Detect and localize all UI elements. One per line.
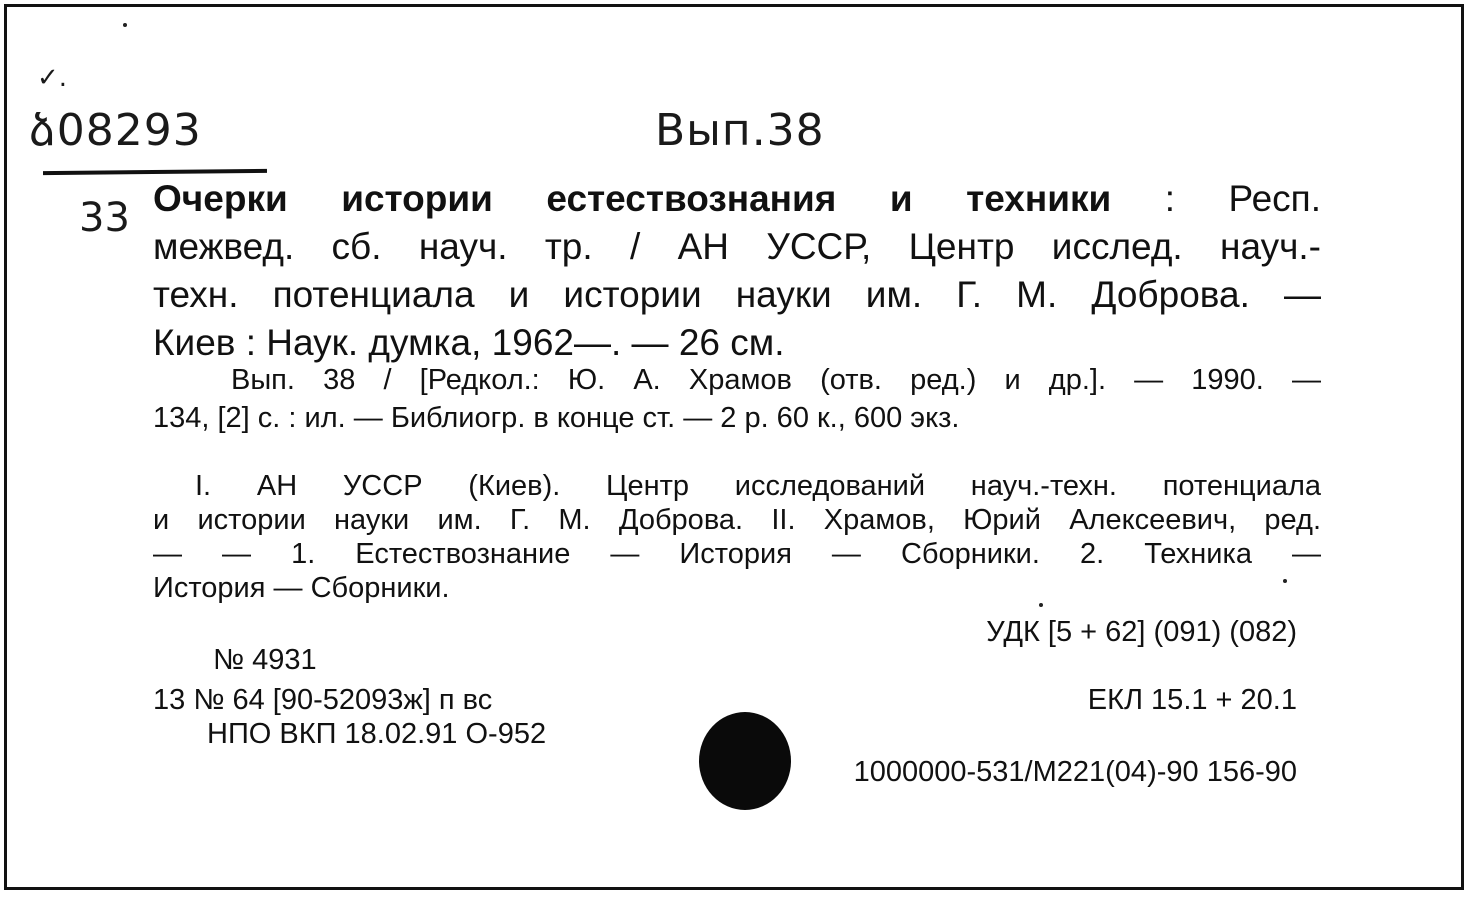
printer-line: НПО ВКП 18.02.91 О-952 — [207, 718, 547, 750]
title-line: межвед. сб. науч. тр. / АН УССР, Центр исслед. науч.- — [153, 226, 1321, 267]
punch-hole — [699, 712, 791, 810]
issue-description — [153, 361, 1321, 437]
title-line — [153, 175, 1321, 223]
title-block — [153, 175, 1321, 367]
notes-line: — — 1. Естествознание — История — Сборники. 2. Техника — — [153, 538, 1321, 570]
shelf-mark: 33 — [79, 195, 130, 241]
title-line: техн. потенциала и истории науки им. Г. М. Доброва. — — [153, 274, 1321, 315]
issue-line: Вып. 38 / [Редкол.: Ю. А. Храмов (отв. ред.) и др.]. — 1990. — — [231, 364, 1321, 396]
speck — [123, 23, 127, 27]
issue-label: Вып.38 — [655, 105, 825, 156]
catalog-card — [4, 4, 1464, 890]
order-line: 13 № 64 [90-52093ж] п вс — [153, 684, 493, 716]
handwritten-tick: ✓. — [37, 63, 68, 93]
notes-line: I. АН УССР (Киев). Центр исследований науч.-техн. потенциала — [195, 470, 1321, 502]
notes-line: и истории науки им. Г. М. Доброва. II. Храмов, Юрий Алексеевич, ред. — [153, 504, 1321, 536]
catalog-code: 1000000-531/М221(04)-90 156-90 — [853, 756, 1297, 788]
speck — [1039, 603, 1043, 607]
issue-line: 134, [2] с. : ил. — Библиогр. в конце ст. — 2 р. 60 к., 600 экз. — [153, 402, 960, 434]
call-number: ձ08293 — [29, 105, 202, 156]
registration-number: № 4931 — [213, 644, 317, 676]
notes-line: История — Сборники. — [153, 572, 450, 604]
ekl-code: ЕКЛ 15.1 + 20.1 — [1087, 684, 1297, 716]
title-line: Киев : Наук. думка, 1962—. — 26 см. — [153, 322, 785, 363]
udc-code: УДК [5 + 62] (091) (082) — [986, 616, 1297, 648]
title-line-1-rest: : Респ. — [1111, 178, 1321, 219]
series-title: Очерки истории естествознания и техники — [153, 178, 1112, 219]
speck — [1283, 579, 1287, 583]
subject-notes — [153, 469, 1321, 605]
